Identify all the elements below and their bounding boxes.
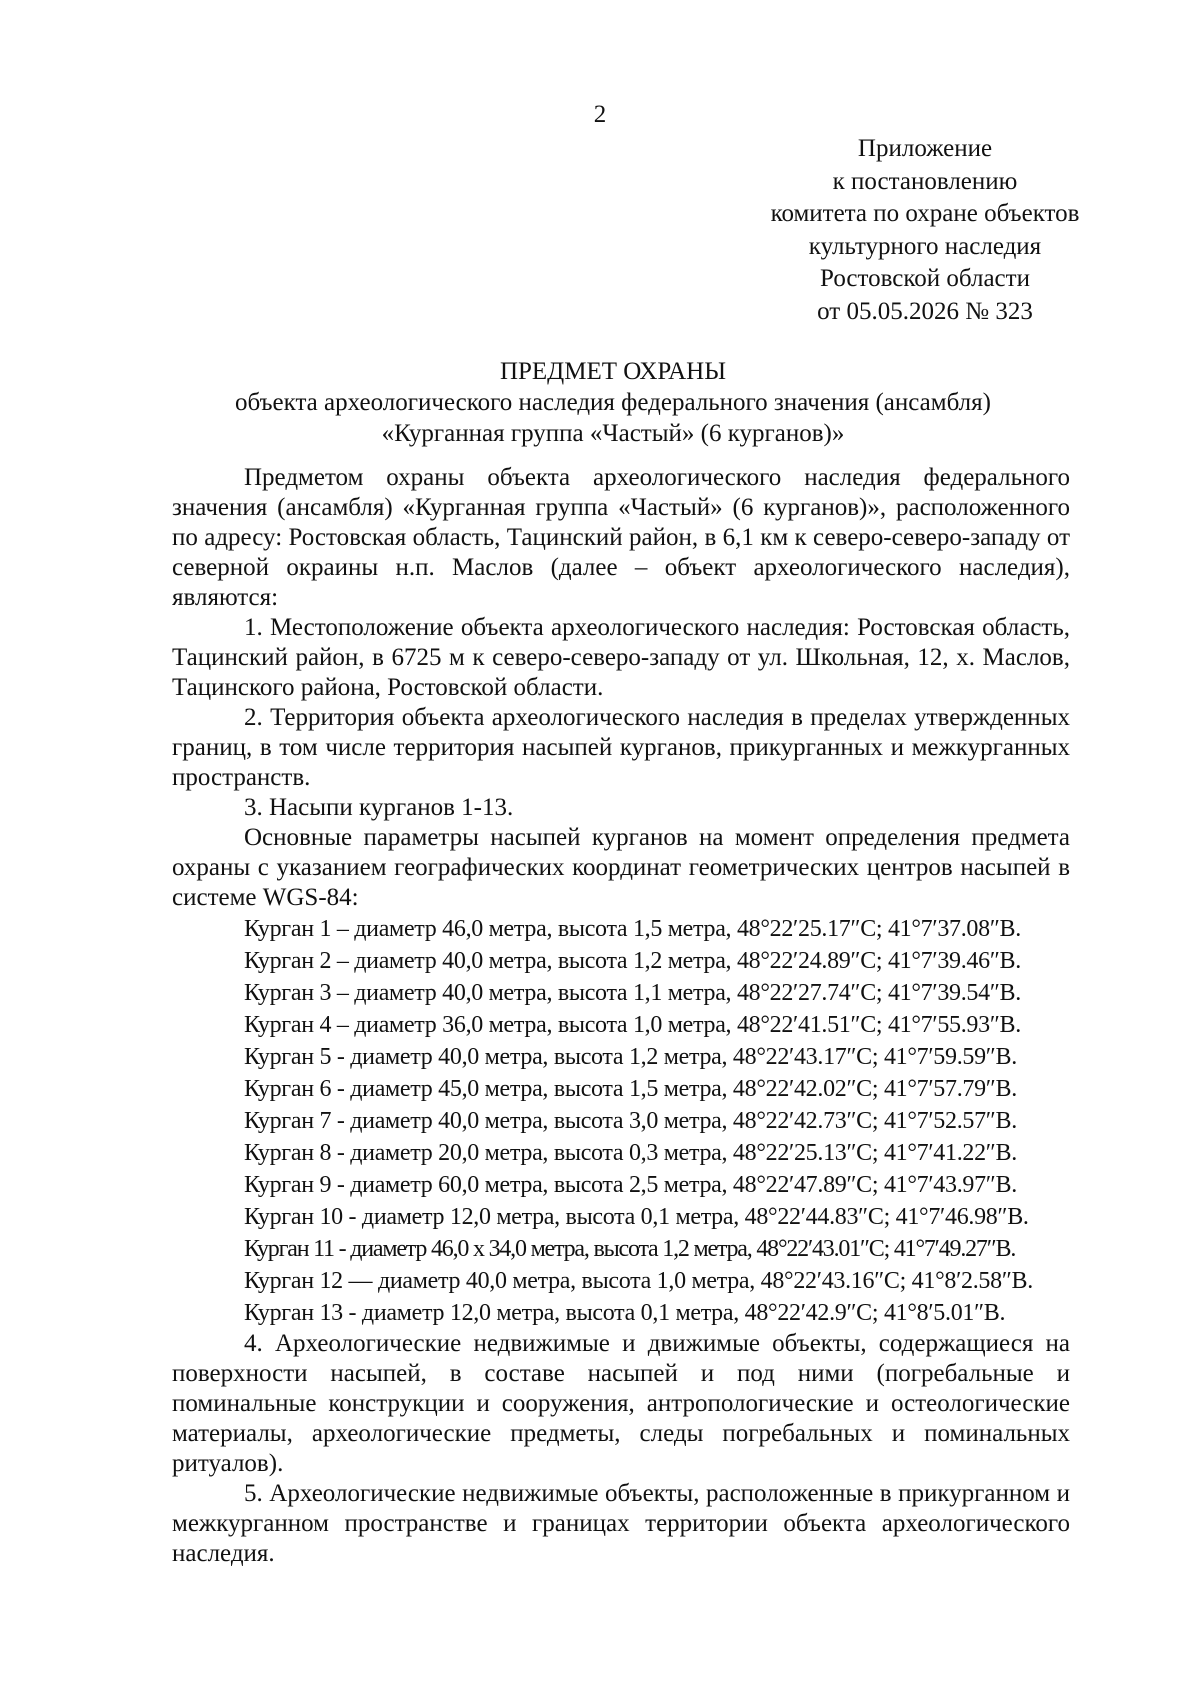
kurgan-entry: Курган 10 - диаметр 12,0 метра, высота 0,1 метра, 48°22′44.83″С; 41°7′46.98″В. bbox=[244, 1204, 1029, 1230]
document-body bbox=[172, 463, 1070, 1569]
kurgan-entry: Курган 6 - диаметр 45,0 метра, высота 1,5 метра, 48°22′42.02″С; 41°7′57.79″В. bbox=[244, 1076, 1017, 1102]
kurgan-entry: Курган 11 - диаметр 46,0 х 34,0 метра, высота 1,2 метра, 48°22′43.01″С; 41°7′49.27″В. bbox=[244, 1236, 1016, 1262]
document-title bbox=[160, 356, 1066, 449]
kurgan-entry: Курган 2 – диаметр 40,0 метра, высота 1,2 метра, 48°22′24.89″С; 41°7′39.46″В. bbox=[244, 948, 1021, 974]
page-number: 2 bbox=[593, 101, 607, 128]
appendix-block bbox=[760, 133, 1090, 328]
kurgan-entry: Курган 12 — диаметр 40,0 метра, высота 1,0 метра, 48°22′43.16″С; 41°8′2.58″В. bbox=[244, 1268, 1033, 1294]
appendix-line: к постановлению bbox=[832, 167, 1018, 195]
intro-paragraph: Предметом охраны объекта археологического наследия федерального значения (ансамбля) «Курганная группа «Частый» (6 курганов)», расположенного по адресу: Ростовская область, Тацинский район, в 6,1 км к северо-северо-западу от северной окраины н.п. Маслов (далее – объект археологического наследия), являются: bbox=[172, 464, 1070, 611]
appendix-line: культурного наследия bbox=[808, 232, 1042, 260]
item-2-territory: 2. Территория объекта археологического наследия в пределах утвержденных границ, в том числе территория насыпей курганов, прикурганных и межкурганных пространств. bbox=[172, 704, 1070, 791]
item-5-objects: 5. Археологические недвижимые объекты, расположенные в прикурганном и межкурганном пространстве и границах территории объекта археологического наследия. bbox=[172, 1480, 1070, 1567]
kurgan-entry: Курган 4 – диаметр 36,0 метра, высота 1,0 метра, 48°22′41.51″С; 41°7′55.93″В. bbox=[244, 1012, 1021, 1038]
kurgan-entry: Курган 5 - диаметр 40,0 метра, высота 1,2 метра, 48°22′43.17″С; 41°7′59.59″В. bbox=[244, 1044, 1017, 1070]
kurgan-entry: Курган 9 - диаметр 60,0 метра, высота 2,5 метра, 48°22′47.89″С; 41°7′43.97″В. bbox=[244, 1172, 1017, 1198]
kurgan-entry: Курган 7 - диаметр 40,0 метра, высота 3,0 метра, 48°22′42.73″С; 41°7′52.57″В. bbox=[244, 1108, 1017, 1134]
appendix-date-line: от 05.05.2026 № 323 bbox=[817, 297, 1033, 325]
title-object-name: «Курганная группа «Частый» (6 курганов)» bbox=[381, 420, 845, 447]
kurgan-entry: Курган 13 - диаметр 12,0 метра, высота 0,1 метра, 48°22′42.9″С; 41°8′5.01″В. bbox=[244, 1300, 1006, 1326]
item-1-location: 1. Местоположение объекта археологического наследия: Ростовская область, Тацинский район, в 6725 м к северо-северо-западу от ул. Школьная, 12, х. Маслов, Тацинского района, Ростовской области. bbox=[172, 614, 1070, 701]
appendix-line: комитета по охране объектов bbox=[770, 200, 1080, 227]
appendix-line: Приложение bbox=[857, 135, 993, 162]
item-4-objects: 4. Археологические недвижимые и движимые объекты, содержащиеся на поверхности насыпей, в составе насыпей и под ними (погребальные и поминальные конструкции и сооружения, антропологические и остеологические материалы, археологические предметы, следы погребальных и поминальных ритуалов). bbox=[172, 1330, 1070, 1477]
title-heading: ПРЕДМЕТ ОХРАНЫ bbox=[499, 358, 727, 385]
kurgan-entry: Курган 1 – диаметр 46,0 метра, высота 1,5 метра, 48°22′25.17″С; 41°7′37.08″В. bbox=[244, 916, 1021, 942]
appendix-line: Ростовской области bbox=[820, 265, 1030, 292]
kurgan-entry: Курган 3 – диаметр 40,0 метра, высота 1,1 метра, 48°22′27.74″С; 41°7′39.54″В. bbox=[244, 980, 1021, 1006]
parameters-intro: Основные параметры насыпей курганов на момент определения предмета охраны с указанием географических координат геометрических центров насыпей в системе WGS-84: bbox=[172, 824, 1070, 911]
title-subheading: объекта археологического наследия федерального значения (ансамбля) bbox=[235, 389, 991, 416]
kurgan-entry: Курган 8 - диаметр 20,0 метра, высота 0,3 метра, 48°22′25.13″С; 41°7′41.22″В. bbox=[244, 1140, 1017, 1166]
kurgan-list bbox=[172, 913, 1070, 1329]
item-3-mounds: 3. Насыпи курганов 1-13. bbox=[244, 794, 514, 821]
